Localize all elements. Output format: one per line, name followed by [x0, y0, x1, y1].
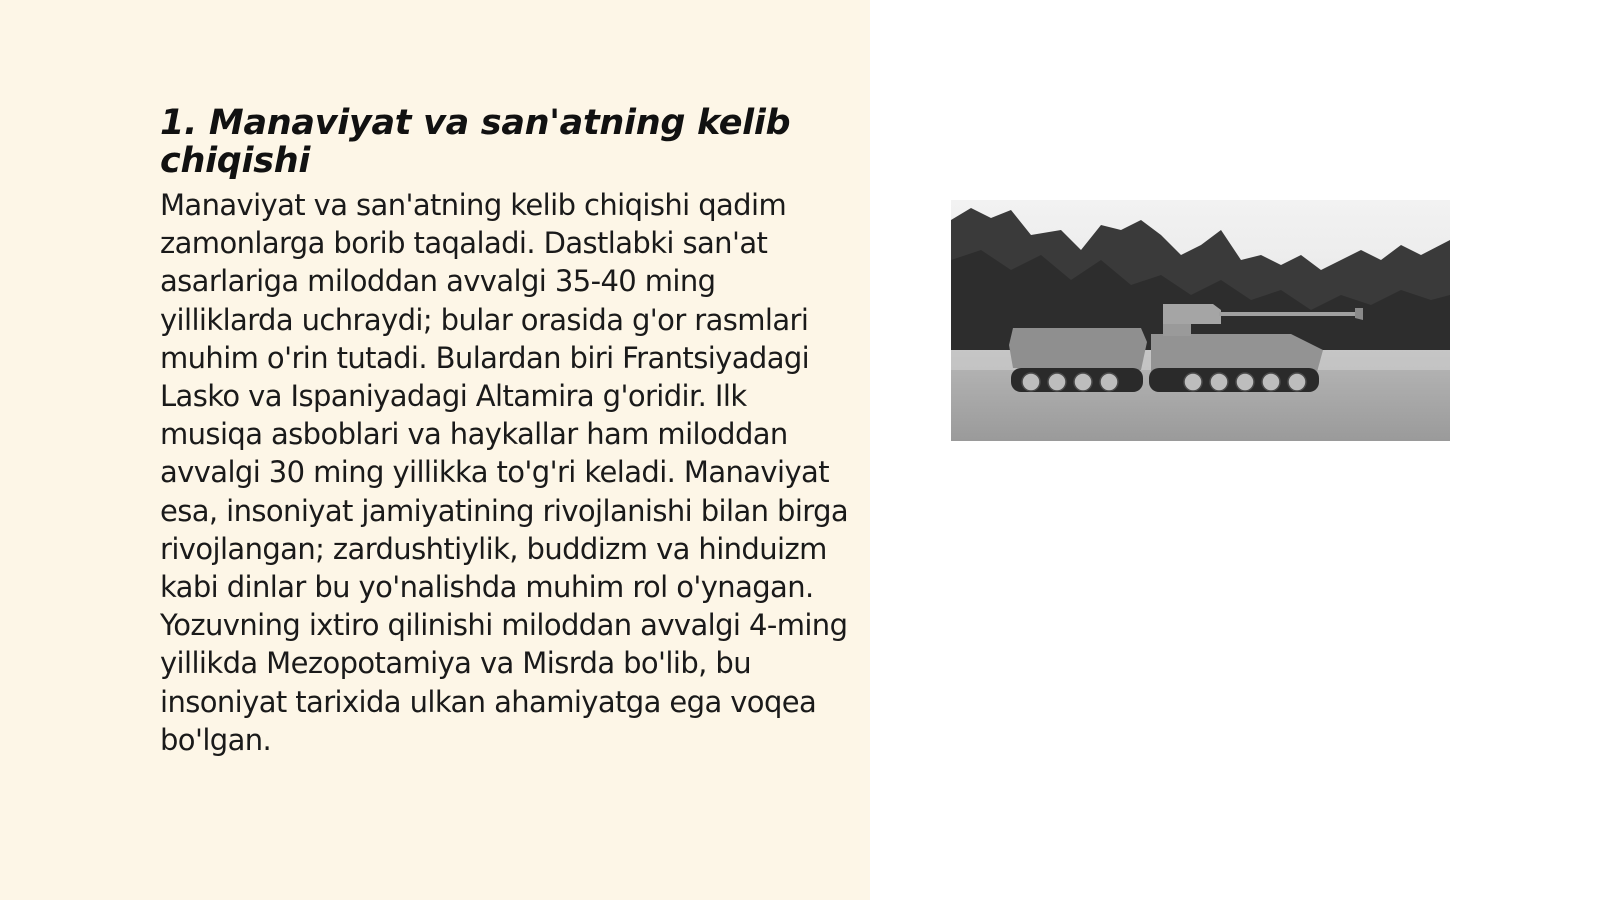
- slide-body-text: Manaviyat va san'atning kelib chiqishi qadim zamonlarga borib taqaladi. Dastlabki san'at asarlariga miloddan avvalgi 35-40 ming yilliklarda uchraydi; bular orasida g'or rasmlari muhim o'rin tutadi. Bulardan biri Frantsiyadagi Lasko va Ispaniyadagi Altamira g'oridir. Ilk musiqa asboblari va haykallar ham miloddan avvalgi 30 ming yillikka to'g'ri keladi. Manaviyat esa, insoniyat jamiyatining rivojlanishi bilan birga rivojlangan; zardushtiylik, buddizm va hinduizm kabi dinlar bu yo'nalishda muhim rol o'ynagan. Yozuvning ixtiro qilinishi miloddan avvalgi 4-ming yillikda Mezopotamiya va Misrda bo'lib, bu insoniyat tarixida ulkan ahamiyatga ega voqea bo'lgan.: [160, 188, 849, 757]
- tank-photo: [951, 200, 1450, 441]
- tank-photo-illustration: [951, 200, 1450, 441]
- slide-title: 1. Manaviyat va san'atning kelib chiqishi: [160, 103, 791, 181]
